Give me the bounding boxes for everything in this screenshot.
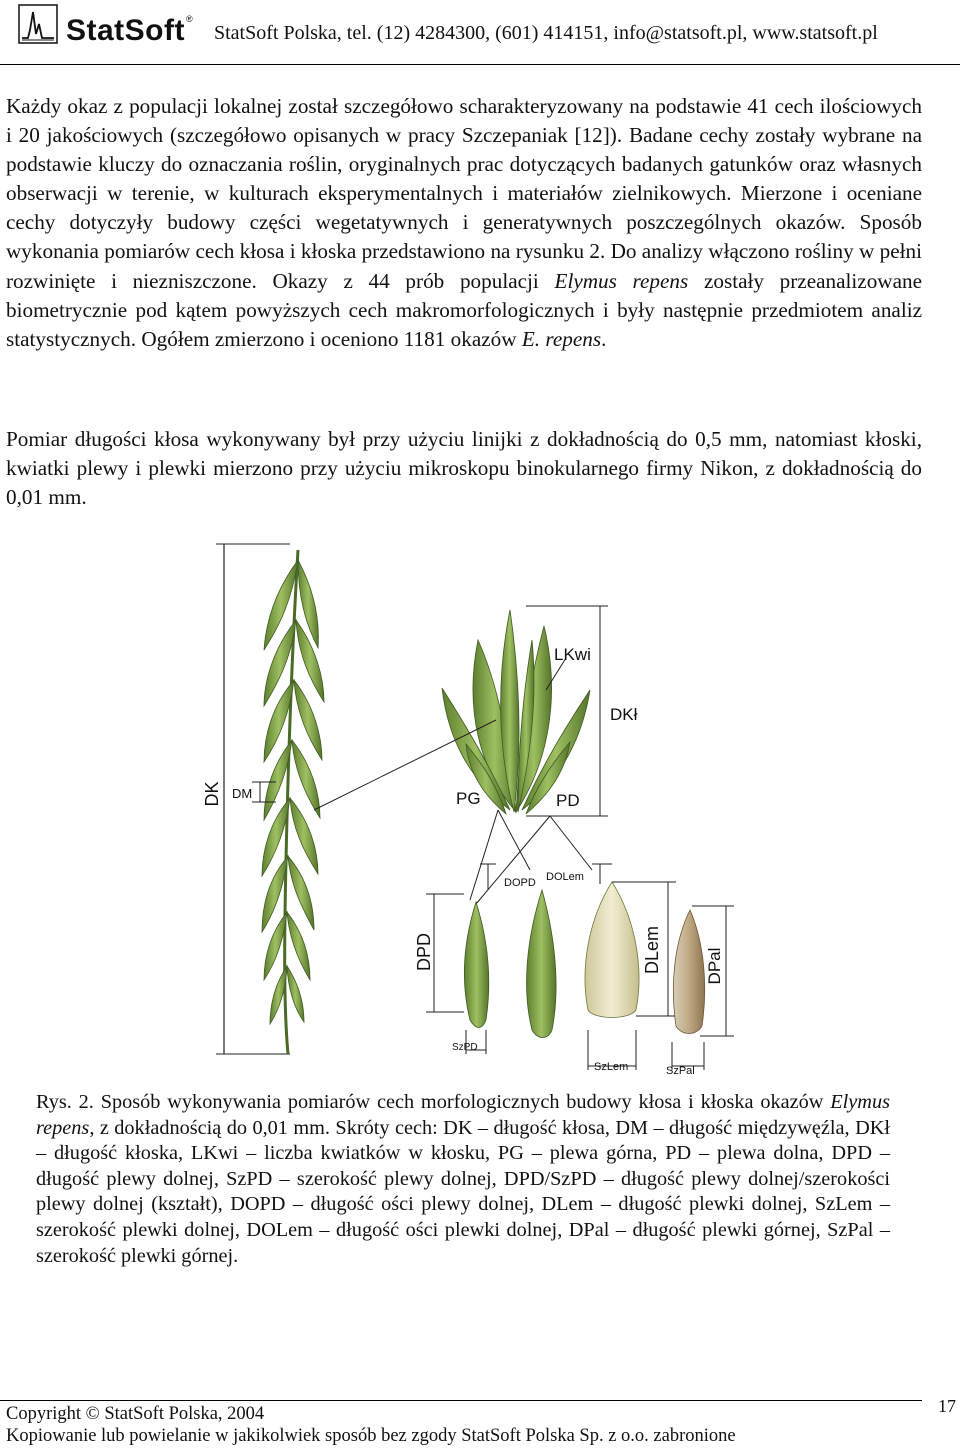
label-dk: DK [202,781,222,807]
label-szpal: SzPal [666,1065,695,1077]
palea-illustration [673,910,704,1034]
paragraph-2: Pomiar długości kłosa wykonywany był przy użyciu linijki z dokładnością do 0,5 mm, natomiast kłoski, kwiatki plewy i plewki mierzono przy użyciu mikroskopu binokularnego firmy Nikon, z dokładnością do 0,01 mm. [6,427,922,510]
figure-spike-measurements [180,530,780,1090]
label-dlem: DLem [642,925,662,975]
page-number: 17 [938,1396,956,1416]
upper-glume-illustration [527,890,557,1038]
footer-copyright: Copyright © StatSoft Polska, 2004 [6,1404,265,1424]
paragraph-1-part-2: zostały przeanalizowane biometrycznie pod kątem powyższych cech makromorfologicznych i były następnie przedmiotem analiz statystycznych. Ogółem zmierzono i oceniono 1181 okazów [6,268,922,351]
logo-wordmark: StatSoft [66,14,185,47]
paragraph-1-part-1: Każdy okaz z populacji lokalnej został szczegółowo scharakteryzowany na podstawie 41 cech ilościowych i 20 jakościowych (szczegółowo opisanych w pracy Szczepaniak [12]). Badane cechy zostały wybrane na podstawie kluczy do oznaczania roślin, oryginalnych prac dotyczących badanych gatunków oraz własnych obserwacji w terenie, w kulturach eksperymentalnych i materiałów zielnikowych. Mierzone i oceniane cechy dotyczyły budowy części wegetatywnych i generatywnych poszczególnych okazów. Sposób wykonania pomiarów cech kłosa i kłoska przedstawiono na rysunku 2. Do analizy włączono rośliny w pełni rozwinięte i niezniszczone. Okazy z 44 prób populacji [6,94,922,293]
caption-prefix: Rys. 2. Sposób wykonywania pomiarów cech morfologicznych budowy kłosa i kłoska okazów [36,1091,831,1113]
lemma-illustration [585,882,639,1018]
registered-mark: ® [186,14,193,24]
spikelet-illustration [442,610,590,814]
paragraph-1 [6,92,922,354]
width-dimensions [466,1030,704,1070]
label-dopd: DOPD [504,877,536,889]
label-dpd: DPD [414,932,434,972]
header-divider [0,64,960,65]
label-pg: PG [456,789,481,808]
label-dm: DM [232,786,253,801]
label-dkl: DKł [610,705,638,724]
statsoft-logo-icon [18,4,58,44]
footer-notice: Kopiowanie lub powielanie w jakikolwiek sposób bez zgody StatSoft Polska Sp. z o.o. zabronione [6,1426,736,1446]
label-pd: PD [556,791,580,810]
caption-body: , z dokładnością do 0,01 mm. Skróty cech: DK – długość kłosa, DM – długość międzywęźla, DKł – długość kłoska, LKwi – liczba kwiatków w kłosku, PG – plewa górna, PD – plewa dolna, DPD – długość plewy dolnej, SzPD – szerokość plewy dolnej, DPD/SzPD – długość plewy dolnej/szerokości plewy dolnej (kształt), DOPD – długość ości plewy dolnej, DLem – długość plewki dolnej, SzLem – szerokość plewki dolnej, DOLem – długość ości plewki dolnej, DPal – długość plewki górnej, SzPal – szerokość plewki górnej. [36,1116,890,1267]
figure-caption [36,1090,890,1269]
dolem-dimension [592,864,612,884]
lower-glume-illustration [464,902,488,1028]
label-szpd: SzPD [452,1042,478,1053]
header-contact: StatSoft Polska, tel. (12) 4284300, (601) 414151, info@statsoft.pl, www.statsoft.pl [214,22,878,44]
label-dolem: DOLem [546,871,584,883]
caption-species: Elymus repens [36,1091,890,1139]
label-szlem: SzLem [594,1061,629,1073]
label-lkwi: LKwi [554,645,591,664]
page-header [0,0,960,62]
label-dpal: DPal [705,947,724,985]
species-name: Elymus repens [554,268,689,293]
footer-divider [0,1400,922,1401]
paragraph-1-part-3: . [601,326,607,351]
species-name-short: E. repens [521,326,602,351]
dopd-dimension [480,864,496,890]
